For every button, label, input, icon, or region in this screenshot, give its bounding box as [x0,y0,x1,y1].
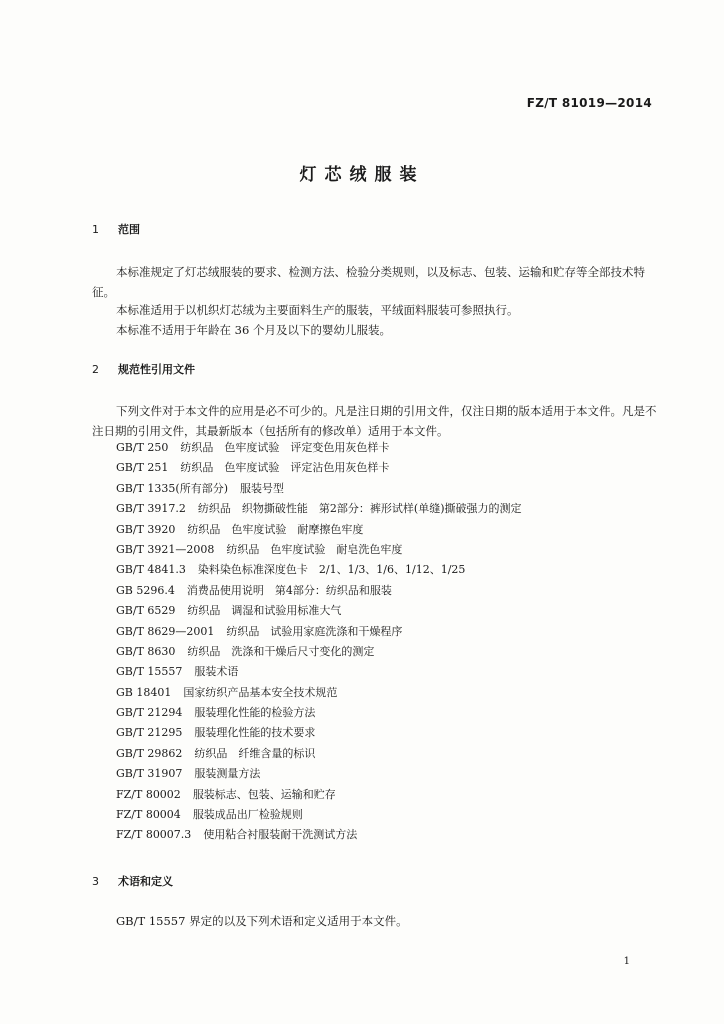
reference-title: 消费品使用说明 第4部分：纺织品和服装 [186,583,392,597]
reference-item [116,662,522,682]
reference-title: 纺织品 试验用家庭洗涤和干燥程序 [226,624,403,638]
reference-item [116,764,522,784]
reference-title: 服装标志、包装、运输和贮存 [192,787,336,801]
reference-code: GB/T 21294 [116,706,183,720]
reference-code: GB/T 6529 [116,604,176,618]
section-2-intro: 下列文件对于本文件的应用是必不可少的。凡是注日期的引用文件，仅注日期的版本适用于本文件。凡是不注日期的引用文件，其最新版本（包括所有的修改单）适用于本文件。 [92,404,657,438]
reference-item [116,499,522,519]
reference-item [116,438,522,458]
reference-title: 服装成品出厂检验规则 [192,808,303,822]
reference-item [116,642,522,662]
reference-code: GB/T 4841.3 [116,563,186,577]
reference-code: GB/T 31907 [116,767,183,781]
reference-item [116,458,522,478]
section-2-title: 规范性引用文件 [118,363,195,376]
section-1-paragraph: 本标准规定了灯芯绒服装的要求、检测方法、检验分类规则，以及标志、包装、运输和贮存等全部技术特征。 [92,265,645,299]
reference-title: 服装号型 [240,481,284,495]
reference-code: GB/T 1335(所有部分) [116,481,228,495]
reference-code: GB/T 15557 [116,665,183,679]
reference-title: 纺织品 纤维含量的标识 [194,746,316,760]
section-3-heading [92,873,173,889]
reference-title: 纺织品 色牢度试验 评定变色用灰色样卡 [180,441,390,454]
reference-code: GB/T 8630 [116,644,176,658]
section-3-title: 术语和定义 [118,875,173,888]
reference-code: GB/T 8629—2001 [116,624,215,638]
reference-item [116,520,522,540]
reference-item [116,683,522,703]
reference-title: 纺织品 色牢度试验 耐皂洗色牢度 [226,542,403,556]
page-number: 1 [623,956,630,967]
reference-code: GB 5296.4 [116,583,175,597]
reference-item [116,479,522,499]
section-3-number: 3 [92,875,99,888]
reference-code: FZ/T 80004 [116,808,181,822]
reference-code: GB/T 3917.2 [116,502,186,516]
reference-title: 纺织品 织物撕破性能 第2部分：裤形试样(单缝)撕破强力的测定 [197,502,522,516]
reference-item [116,723,522,743]
reference-title: 纺织品 色牢度试验 耐摩擦色牢度 [187,522,364,536]
standard-code: FZ/T 81019—2014 [526,96,652,110]
reference-item [116,825,522,845]
reference-code: GB/T 3921—2008 [116,542,215,556]
reference-item [116,581,522,601]
reference-title: 国家纺织产品基本安全技术规范 [183,685,338,699]
reference-title: 染料染色标准深度色卡 2/1、1/3、1/6、1/12、1/25 [197,563,466,577]
reference-title: 服装理化性能的检验方法 [194,706,316,720]
section-1-heading [92,221,140,237]
reference-title: 服装理化性能的技术要求 [194,726,316,740]
reference-title: 纺织品 调湿和试验用标准大气 [187,604,342,618]
normative-reference-list [116,438,522,846]
section-1-paragraph: 本标准不适用于年龄在 36 个月及以下的婴幼儿服装。 [116,323,391,337]
reference-title: 使用粘合衬服装耐干洗测试方法 [203,828,358,842]
section-2-heading [92,361,195,377]
reference-item [116,785,522,805]
reference-item [116,703,522,723]
reference-code: FZ/T 80007.3 [116,828,192,842]
section-1-paragraph: 本标准适用于以机织灯芯绒为主要面料生产的服装，平绒面料服装可参照执行。 [116,303,519,317]
reference-code: FZ/T 80002 [116,787,181,801]
reference-title: 服装测量方法 [194,767,261,781]
document-title: 灯芯绒服装 [299,165,425,185]
reference-code: GB/T 29862 [116,746,183,760]
reference-code: GB 18401 [116,685,172,699]
section-1-title: 范围 [118,223,140,236]
section-1-number: 1 [92,223,99,236]
reference-title: 纺织品 洗涤和干燥后尺寸变化的测定 [187,644,375,658]
reference-item [116,601,522,621]
section-2-number: 2 [92,363,99,376]
reference-code: GB/T 21295 [116,726,183,740]
reference-title: 服装术语 [194,665,239,679]
reference-item [116,744,522,764]
reference-code: GB/T 250 [116,441,169,454]
reference-code: GB/T 3920 [116,522,176,536]
reference-title: 纺织品 色牢度试验 评定沾色用灰色样卡 [180,461,390,475]
reference-item [116,560,522,580]
reference-item [116,805,522,825]
reference-item [116,540,522,560]
reference-code: GB/T 251 [116,461,169,475]
reference-item [116,622,522,642]
section-3-paragraph: GB/T 15557 界定的以及下列术语和定义适用于本文件。 [116,914,408,928]
